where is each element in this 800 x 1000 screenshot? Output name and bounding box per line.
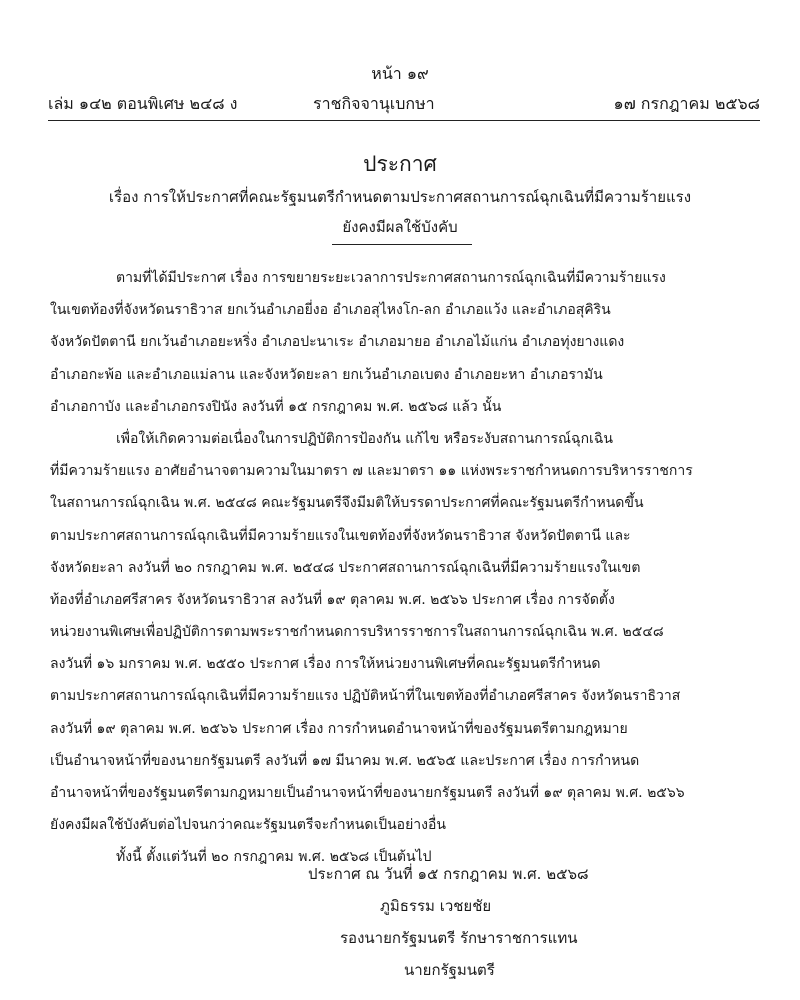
paragraph-2-line: ลงวันที่ ๑๙ ตุลาคม พ.ศ. ๒๕๖๖ ประกาศ เรื่อง การกำหนดอำนาจหน้าที่ของรัฐมนตรีตามกฎหมาย [50, 720, 628, 737]
paragraph-2-line: เป็นอำนาจหน้าที่ของนายกรัฐมนตรี ลงวันที่ ๑๗ มีนาคม พ.ศ. ๒๕๖๕ และประกาศ เรื่อง การกำหนด [50, 752, 640, 769]
paragraph-2-line: ท้องที่อำเภอศรีสาคร จังหวัดนราธิวาส ลงวันที่ ๑๙ ตุลาคม พ.ศ. ๒๕๖๖ ประกาศ เรื่อง การจัดตั้ง [50, 591, 615, 608]
paragraph-2-line: อำนาจหน้าที่ของรัฐมนตรีตามกฎหมายเป็นอำนาจหน้าที่ของนายกรัฐมนตรี ลงวันที่ ๑๙ ตุลาคม พ.ศ. ๒๕๖๖ [50, 785, 685, 801]
subject-line-2: ยังคงมีผลใช้บังคับ [342, 218, 458, 236]
paragraph-2-line: หน่วยงานพิเศษเพื่อปฏิบัติการตามพระราชกำหนดการบริหารราชการในสถานการณ์ฉุกเฉิน พ.ศ. ๒๕๔๘ [50, 624, 664, 641]
document-title: ประกาศ [363, 152, 437, 176]
gazette-header [48, 92, 760, 116]
paragraph-1-line: ในเขตท้องที่จังหวัดนราธิวาส ยกเว้นอำเภอยี่งอ อำเภอสุไหงโก-ลก อำเภอแว้ง และอำเภอสุคิริน [50, 302, 611, 319]
header-divider [48, 120, 760, 121]
paragraph-2-line: จังหวัดยะลา ลงวันที่ ๒๐ กรกฎาคม พ.ศ. ๒๕๔๘ ประกาศสถานการณ์ฉุกเฉินที่มีความร้ายแรงในเขต [50, 559, 641, 576]
paragraph-2-line: ตามประกาศสถานการณ์ฉุกเฉินที่มีความร้ายแรง ปฏิบัติหน้าที่ในเขตท้องที่อำเภอศรีสาคร จังหวัดนราธิวาส [50, 688, 681, 705]
paragraph-2-line: ยังคงมีผลใช้บังคับต่อไปจนกว่าคณะรัฐมนตรีจะกำหนดเป็นอย่างอื่น [50, 817, 446, 834]
paragraph-2-line: ลงวันที่ ๑๖ มกราคม พ.ศ. ๒๕๕๐ ประกาศ เรื่อง การให้หน่วยงานพิเศษที่คณะรัฐมนตรีกำหนด [50, 656, 601, 673]
paragraph-1-line: ตามที่ได้มีประกาศ เรื่อง การขยายระยะเวลาการประกาศสถานการณ์ฉุกเฉินที่มีความร้ายแรง [116, 270, 666, 286]
paragraph-2-line: ตามประกาศสถานการณ์ฉุกเฉินที่มีความร้ายแรงในเขตท้องที่จังหวัดนราธิวาส จังหวัดปัตตานี และ [50, 527, 631, 544]
page-number: หน้า ๑๙ [371, 64, 429, 83]
paragraph-2-line: เพื่อให้เกิดความต่อเนื่องในการปฏิบัติการป้องกัน แก้ไข หรือระงับสถานการณ์ฉุกเฉิน [116, 430, 613, 447]
announcement-date: ประกาศ ณ วันที่ ๑๕ กรกฎาคม พ.ศ. ๒๕๖๘ [308, 865, 589, 883]
paragraph-1-line: อำเภอกาบัง และอำเภอกรงปินัง ลงวันที่ ๑๕ กรกฎาคม พ.ศ. ๒๕๖๘ แล้ว นั้น [50, 398, 502, 415]
paragraph-1-line: จังหวัดปัตตานี ยกเว้นอำเภอยะหริ่ง อำเภอปะนาเระ อำเภอมายอ อำเภอไม้แก่น อำเภอทุ่งยางแดง [50, 334, 625, 351]
volume-issue: เล่ม ๑๔๒ ตอนพิเศษ ๒๔๘ ง [48, 94, 238, 113]
paragraph-1-line: อำเภอกะพ้อ และอำเภอแม่ลาน และจังหวัดยะลา ยกเว้นอำเภอเบตง อำเภอยะหา อำเภอรามัน [50, 366, 603, 383]
signatory-name: ภูมิธรรม เวชยชัย [380, 897, 492, 915]
publication-name: ราชกิจจานุเบกษา [313, 94, 435, 113]
document-body [50, 262, 760, 874]
paragraph-3-line: ทั้งนี้ ตั้งแต่วันที่ ๒๐ กรกฎาคม พ.ศ. ๒๕๖๘ เป็นต้นไป [116, 849, 432, 866]
publication-date: ๑๗ กรกฎาคม ๒๕๖๘ [613, 94, 760, 113]
signatory-title: นายกรัฐมนตรี [404, 961, 495, 979]
signatory-position: รองนายกรัฐมนตรี รักษาราชการแทน [340, 929, 578, 947]
paragraph-2-line: ที่มีความร้ายแรง อาศัยอำนาจตามความในมาตรา ๗ และมาตรา ๑๑ แห่งพระราชกำหนดการบริหารราชการ [50, 463, 693, 480]
subject-line-1: เรื่อง การให้ประกาศที่คณะรัฐมนตรีกำหนดตามประกาศสถานการณ์ฉุกเฉินที่มีความร้ายแรง [108, 188, 692, 206]
title-divider [332, 244, 472, 245]
paragraph-2-line: ในสถานการณ์ฉุกเฉิน พ.ศ. ๒๕๔๘ คณะรัฐมนตรีจึงมีมติให้บรรดาประกาศที่คณะรัฐมนตรีกำหนดขึ้น [50, 495, 644, 512]
document-subject [80, 182, 720, 242]
